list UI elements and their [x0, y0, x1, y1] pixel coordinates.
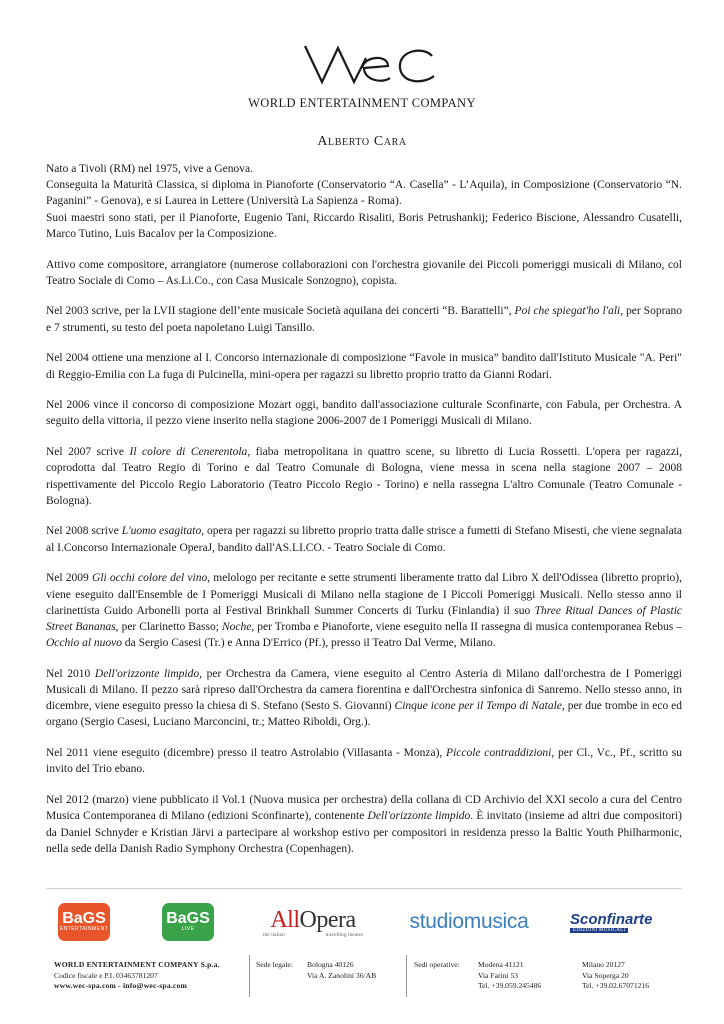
work-title: L'uomo esagitato [121, 525, 202, 538]
footer-tax-code: Codice fiscale e P.I. 03463781207 [54, 970, 158, 980]
intro-line-3: Suoi maestri sono stati, per il Pianoforte, Eugenio Tani, Riccardo Risaliti, Boris Petrushankij; Federico Biscione, Alessandro Cusatelli, Marco Tutino, Luis Bacalov per la Composizione. [46, 211, 682, 240]
studiomusica-logo [404, 900, 534, 944]
sponsor-logos [46, 900, 682, 946]
bags-live-logo-sub: LIVE [181, 926, 195, 932]
bags-entertainment-logo [54, 900, 114, 944]
paragraph-2004: Nel 2004 ottiene una menzione al I. Concorso internazionale di composizione “Favole in musica” bandito dall'Istituto Musicale "A. Peri" di Reggio-Emilia con La fuga di Pulcinella, mini-opera per ragazzi su libretto proprio tratto da Gianni Rodari. [46, 352, 682, 381]
allopera-opera: Opera [299, 906, 356, 933]
allopera-sub2: travelling theatre [325, 931, 363, 938]
paragraph-intro [46, 161, 682, 242]
footer-separator [249, 955, 250, 997]
paragraph-2010: Nel 2010 Dell'orizzonte limpido, per Orchestra da Camera, viene eseguito al Centro Asteria di Milano dall'orchestra de I Pomeriggi Musicali di Milano. Il pezzo sarà ripreso dall'Orchestra da camera fiorentina e dall'Orchestra sinfonica di Sanremo. Nello stesso anno, in dicembre, viene eseguito presso la chiesa di S. Stefano (Sesto S. Giovanni) Cinque icone per il Tempo di Natale, per due trombe in eco ed organo (Sergio Casesi, Luciano Marconcini, tr.; Matteo Riboldi, Org.). [46, 667, 683, 729]
sconfinarte-text: Sconfinarte [570, 911, 653, 928]
footer-modena [478, 960, 541, 992]
sede-legale-city: Bologna 40126 [307, 960, 354, 969]
paragraph-2008: Nel 2008 scrive L'uomo esagitato, opera per ragazzi su libretto proprio tratta dalle strisce a fumetti di Stefano Misesti, che viene segnalata al I.Concorso Internazionale OperaJ, bandito dall'AS.LI.CO. - Teatro Sociale di Como. [46, 525, 682, 554]
milano-phone: Tel. +39.02.67071216 [582, 981, 650, 990]
sconfinarte-logo [570, 900, 670, 944]
biography-body [46, 161, 682, 871]
milano-address: Via Soperga 20 [582, 970, 629, 980]
work-title: Il colore di Cenerentola [129, 446, 248, 459]
work-title: Poi che spiegat'ho l'ali [514, 305, 621, 318]
bags-live-logo [158, 900, 218, 944]
paragraph-2003: Nel 2003 scrive, per la LVII stagione dell’ente musicale Società aquilana dei concerti “B. Barattelli”, Poi che spiegat'ho l'ali, per Soprano e 7 strumenti, su testo del poeta napoletano Luigi Tansillo. [46, 305, 682, 334]
footer-sede-legale-label: Sede legale: [256, 960, 293, 969]
intro-line-2: Conseguita la Maturità Classica, si diploma in Pianoforte (Conservatorio “A. Casella” - L’Aquila), in Composizione (Conservatorio “N. Paganini” - Genova), e si Laurea in Lettere (Università La Sapienza - Roma). [46, 179, 682, 208]
bags-logo-sub: ENTERTAINMENT [59, 926, 109, 932]
event-title: Occhio al nuovo [46, 637, 123, 650]
wec-logo [300, 38, 440, 88]
company-name: WORLD ENTERTAINMENT COMPANY [248, 96, 476, 110]
work-title: Piccole contraddizioni [446, 747, 552, 760]
footer-divider [46, 888, 682, 889]
footer-separator [406, 955, 407, 997]
work-title: Dell'orizzonte limpido [94, 667, 200, 680]
studiomusica-text: studiomusica [409, 910, 529, 933]
paragraph-2012: Nel 2012 (marzo) viene pubblicato il Vol.1 (Nuova musica per orchestra) della collana di CD Archivio del XXI secolo a cura del Centro Musica Contemporanea di Milano (edizioni Sconfinarte), contenente Dell'orizzonte limpido. È invitato (insieme ad altri due compositori) da Daniel Schnyder e Kristian Järvi a partecipare al workshop estivo per compositori in residenza presso la Baltic Youth Philharmonic, nella sede della Danish Radio Symphony Orchestra (Copenhagen). [46, 794, 682, 855]
footer-web-link[interactable]: www.wec-spa.com - info@wec-spa.com [54, 981, 188, 990]
work-title: Noche [221, 620, 252, 633]
footer-company-name: WORLD ENTERTAINMENT COMPANY S.p.a. [54, 960, 220, 969]
modena-phone: Tel. +39.059.245486 [478, 981, 542, 990]
footer-sede-legale [307, 960, 376, 981]
work-title: Gli occhi colore del vino [92, 572, 208, 585]
allopera-sub1: the italian [263, 931, 285, 938]
sede-legale-address: Via A. Zanolini 36/AB [307, 970, 377, 980]
work-title: Dell'orizzonte limpido [367, 810, 471, 823]
footer-milano [582, 960, 649, 992]
allopera-all: All [270, 906, 300, 933]
bags-logo-text: BaGS [62, 910, 106, 927]
modena-address: Via Farini 53 [478, 970, 519, 980]
milano-city: Milano 20127 [582, 960, 625, 969]
work-title: Three Ritual Dances of Plastic Street Bananas [46, 604, 682, 633]
modena-city: Modena 41121 [478, 960, 524, 969]
allopera-logo [258, 900, 368, 944]
paragraph-2011: Nel 2011 viene eseguito (dicembre) presso il teatro Astrolabio (Villasanta - Monza), Piccole contraddizioni, per Cl., Vc., Pf., scritto su invito del Trio ebano. [46, 747, 682, 776]
paragraph-activity: Attivo come compositore, arrangiatore (numerose collaborazioni con l'orchestra giovanile dei Piccoli pomeriggi musicali di Milano, col Teatro Sociale di Como – As.Li.Co., con Casa Musicale Sonzogno), copista. [46, 258, 682, 287]
intro-line-1: Nato a Tivoli (RM) nel 1975, vive a Genova. [46, 163, 253, 175]
footer-company-info [54, 960, 220, 992]
sconfinarte-sub: EDIZIONI MUSICALI [570, 928, 628, 933]
footer-sedi-label: Sedi operative: [414, 960, 460, 969]
page-title: Alberto Cara [317, 134, 407, 149]
paragraph-2006: Nel 2006 vince il concorso di composizione Mozart oggi, bandito dall'associazione culturale Sconfinarte, con Fabula, per Orchestra. A seguito della vittoria, il pezzo viene inserito nella stagione 2006-2007 de I Pomeriggi Musicali di Milano. [46, 399, 682, 428]
bags-live-logo-text: BaGS [166, 910, 210, 927]
work-title: Cinque icone per il Tempo di Natale [394, 700, 562, 713]
paragraph-2007: Nel 2007 scrive Il colore di Cenerentola, fiaba metropolitana in quattro scene, su libretto di Lucia Rossetti. L'opera per ragazzi, coprodotta dal Teatro Regio di Torino e dal Teatro Comunale di Bologna, viene messa in scena nella stagione 2007 – 2008 rispettivamente del Piccolo Regio Laboratorio (Teatro Piccolo Regio - Torino) e nella rassegna L'altro Comunale (Teatro Comunale - Bologna). [46, 446, 683, 507]
paragraph-2009: Nel 2009 Gli occhi colore del vino, melologo per recitante e sette strumenti liberamente tratto dal Libro X dell'Odissea (libretto proprio), viene eseguito dall'Ensemble de I Pomeriggi Musicali di Milano nella stagione de I Piccoli Pomeriggi Musicali. Nello stesso anno il clarinettista Guido Arbonelli porta al Festival Brinkhall Summer Concerts di Turku (Finlandia) il suo Three Ritual Dances of Plastic Street Bananas, per Clarinetto Basso; Noche, per Tromba e Pianoforte, viene eseguito nella II rassegna di musica contemporanea Rebus – Occhio al nuovo da Sergio Casesi (Tr.) e Anna D'Errico (Pf.), presso il Teatro Dal Verme, Milano. [46, 572, 682, 650]
